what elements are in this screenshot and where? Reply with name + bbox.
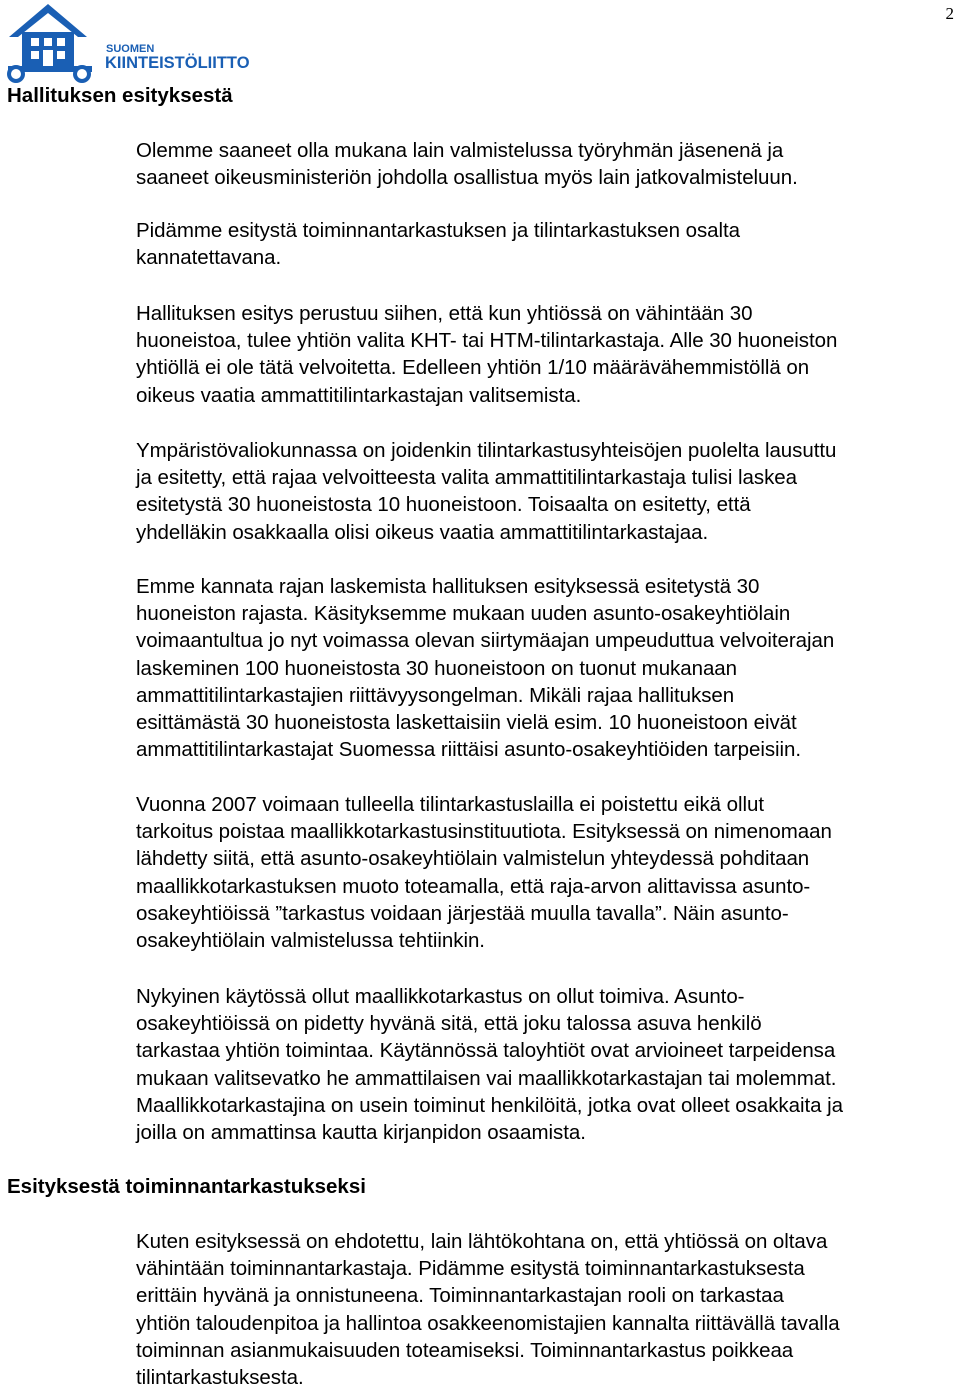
- text-line: Ympäristövaliokunnassa on joidenkin tilintarkastusyhteisöjen puolelta lausuttu: [136, 439, 837, 462]
- text-line: osakeyhtiöissä on pidetty hyvänä sitä, että joku talossa asuva henkilö: [136, 1012, 762, 1036]
- paragraph: [136, 137, 960, 191]
- text-line: ja esitetty, että rajaa velvoitteesta valita ammattitilintarkastaja tulisi laskea: [136, 466, 797, 490]
- text-line: huoneiston rajasta. Käsityksemme mukaan uuden asunto-osakeyhtiölain: [136, 602, 791, 626]
- text-line: yhtiön taloudenpitoa ja hallintoa osakkeenomistajien kannalta riittävällä tavalla: [136, 1311, 840, 1335]
- section-heading-hallituksen-esityksesta: Hallituksen esityksestä: [7, 84, 233, 107]
- text-line: oikeus vaatia ammattitilintarkastajan valitsemista.: [136, 383, 582, 407]
- logo-line1: SUOMEN: [106, 43, 155, 55]
- paragraph: [136, 573, 960, 763]
- text-line: tarkastaa yhtiön toimintaa. Käytännössä taloyhtiöt ovat arvioineet tarpeidensa: [136, 1039, 836, 1063]
- section-heading-esityksesta-toiminnantarkastukseksi: Esityksestä toiminnantarkastukseksi: [7, 1175, 366, 1198]
- text-line: tilintarkastuksesta.: [136, 1366, 304, 1390]
- text-line: Olemme saaneet olla mukana lain valmistelussa työryhmän jäsenenä ja: [136, 139, 784, 162]
- paragraph: [136, 300, 960, 409]
- text-line: mukaan valitsevatko he ammattilaisen vai maallikkotarkastajan tai molemmat.: [136, 1066, 837, 1090]
- text-line: erittäin hyvänä ja onnistuneena. Toiminnantarkastajan rooli on tarkastaa: [136, 1284, 784, 1308]
- text-line: ammattitilintarkastajien riittävyysongelman. Mikäli rajaa hallituksen: [136, 683, 735, 707]
- text-line: joilla on ammattinsa kautta kirjanpidon osaamista.: [136, 1121, 586, 1145]
- text-line: voimaantultua jo nyt voimassa olevan siirtymäajan umpeuduttua velvoiterajan: [136, 629, 835, 653]
- text-line: osakeyhtiöissä ”tarkastus voidaan järjestää muulla tavalla”. Näin asunto-: [136, 901, 789, 925]
- text-line: Hallituksen esitys perustuu siihen, että kun yhtiössä on vähintään 30: [136, 302, 753, 325]
- text-line: lähdetty siitä, että asunto-osakeyhtiölain valmistelun yhteydessä pohditaan: [136, 847, 810, 871]
- text-line: yhtiöllä ei ole tätä velvoitetta. Edelleen yhtiön 1/10 määrävähemmistöllä on: [136, 356, 810, 380]
- text-line: kannatettavana.: [136, 246, 282, 270]
- page-number: 2: [945, 4, 954, 23]
- text-line: ammattitilintarkastajat Suomessa riittäisi asunto-osakeyhtiöiden tarpeisiin.: [136, 738, 802, 762]
- text-line: Vuonna 2007 voimaan tulleella tilintarkastuslailla ei poistettu eikä ollut: [136, 793, 765, 816]
- text-line: vähintään toiminnantarkastaja. Pidämme esitystä toiminnantarkastuksesta: [136, 1257, 805, 1281]
- paragraph: [136, 983, 960, 1146]
- text-line: maallikkotarkastuksen muoto toteamalla, että raja-arvon alittavissa asunto-: [136, 874, 811, 898]
- text-line: toiminnan asianmukaisuuden toteamiseksi. Toiminnantarkastus poikkeaa: [136, 1338, 794, 1362]
- text-line: Pidämme esitystä toiminnantarkastuksen ja tilintarkastuksen osalta: [136, 219, 741, 242]
- paragraph: [136, 791, 960, 954]
- text-line: esitetystä 30 huoneistosta 10 huoneistoon. Toisaalta on esitetty, että: [136, 493, 751, 517]
- suomen-kiinteistoliitto-logo: [6, 2, 268, 84]
- paragraph: [136, 1228, 960, 1391]
- text-line: Emme kannata rajan laskemista hallituksen esityksessä esitetystä 30: [136, 575, 760, 598]
- text-line: esittämästä 30 huoneistosta laskettaisiin vielä esim. 10 huoneistoon eivät: [136, 711, 797, 735]
- house-logo-icon: [6, 2, 268, 84]
- paragraph: [136, 437, 960, 546]
- logo-line2: KIINTEISTÖLIITTO: [105, 54, 250, 72]
- text-line: saaneet oikeusministeriön johdolla osallistua myös lain jatkovalmisteluun.: [136, 166, 798, 190]
- text-line: osakeyhtiölain valmistelussa tehtiinkin.: [136, 929, 485, 953]
- text-line: huoneistoa, tulee yhtiön valita KHT- tai HTM-tilintarkastaja. Alle 30 huoneiston: [136, 329, 838, 353]
- text-line: Kuten esityksessä on ehdotettu, lain lähtökohtana on, että yhtiössä on oltava: [136, 1230, 828, 1253]
- text-line: Maallikkotarkastajina on usein toiminut henkilöitä, jotka ovat olleet osakkaita ja: [136, 1093, 843, 1117]
- text-line: yhdelläkin osakkaalla olisi oikeus vaatia ammattitilintarkastajaa.: [136, 520, 709, 544]
- text-line: Nykyinen käytössä ollut maallikkotarkastus on ollut toimiva. Asunto-: [136, 985, 745, 1008]
- text-line: tarkoitus poistaa maallikkotarkastusinstituutiota. Esityksessä on nimenomaan: [136, 820, 832, 844]
- paragraph: [136, 217, 960, 271]
- text-line: laskeminen 100 huoneistosta 30 huoneistoon on tuonut mukanaan: [136, 656, 738, 680]
